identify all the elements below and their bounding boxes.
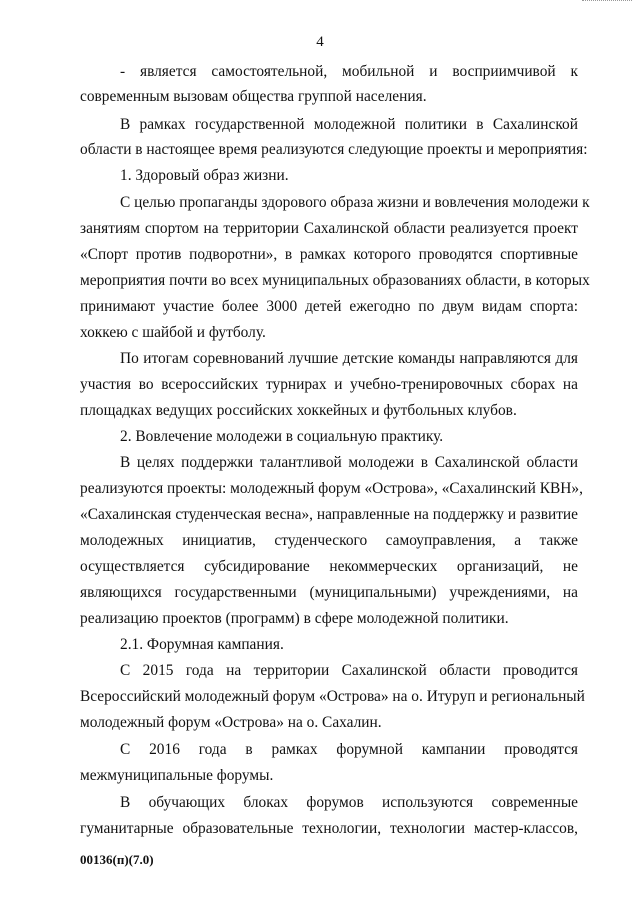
- text-line: молодежных инициатив, студенческого самоуправления, а также: [80, 532, 578, 549]
- text-line: являющихся государственными (муниципальными) учреждениями, на: [80, 584, 578, 601]
- text-line: С 2016 года в рамках форумной кампании проводятся: [120, 741, 578, 758]
- text-line: реализацию проектов (программ) в сфере молодежной политики.: [80, 610, 509, 627]
- text-line: реализуются проекты: молодежный форум «Острова», «Сахалинский КВН»,: [80, 480, 583, 497]
- text-line: В обучающих блоках форумов используются современные: [120, 794, 578, 811]
- text-line: осуществляется субсидирование некоммерческих организаций, не: [80, 558, 578, 575]
- text-line: С целью пропаганды здорового образа жизни и вовлечения молодежи к: [120, 194, 590, 211]
- text-line: По итогам соревнований лучшие детские команды направляются для: [120, 350, 578, 367]
- text-line: занятиям спортом на территории Сахалинской области реализуется проект: [80, 220, 578, 237]
- text-line: мероприятия почти во всех муниципальных образованиях области, в которых: [80, 272, 590, 289]
- text-line: В рамках государственной молодежной политики в Сахалинской: [120, 116, 578, 133]
- text-line: «Сахалинская студенческая весна», направленные на поддержку и развитие: [80, 506, 578, 523]
- text-line: гуманитарные образовательные технологии, технологии мастер-классов,: [80, 820, 578, 837]
- page-number: 4: [316, 34, 324, 50]
- text-line: межмуниципальные форумы.: [80, 767, 274, 784]
- text-line: хоккею с шайбой и футболу.: [80, 324, 266, 341]
- text-line: молодежный форум «Острова» на о. Сахалин.: [80, 714, 382, 731]
- text-line: области в настоящее время реализуются следующие проекты и мероприятия:: [80, 141, 588, 158]
- text-line: участия во всероссийских турнирах и учебно-тренировочных сборах на: [80, 376, 578, 393]
- corner-marks: [582, 0, 632, 4]
- section-heading: 2.1. Форумная кампания.: [120, 636, 284, 653]
- text-line: - является самостоятельной, мобильной и восприимчивой к: [120, 63, 578, 80]
- document-code: 00136(п)(7.0): [80, 852, 154, 867]
- text-line: В целях поддержки талантливой молодежи в Сахалинской области: [120, 454, 578, 471]
- section-heading: 1. Здоровый образ жизни.: [120, 167, 289, 184]
- section-heading: 2. Вовлечение молодежи в социальную практику.: [120, 428, 444, 445]
- text-line: «Спорт против подворотни», в рамках которого проводятся спортивные: [80, 246, 578, 263]
- text-line: С 2015 года на территории Сахалинской области проводится: [120, 662, 578, 679]
- text-line: площадках ведущих российских хоккейных и футбольных клубов.: [80, 402, 517, 419]
- text-line: современным вызовам общества группой населения.: [80, 88, 427, 105]
- text-line: принимают участие более 3000 детей ежегодно по двум видам спорта:: [80, 298, 578, 315]
- text-line: Всероссийский молодежный форум «Острова» на о. Итуруп и региональный: [80, 688, 585, 705]
